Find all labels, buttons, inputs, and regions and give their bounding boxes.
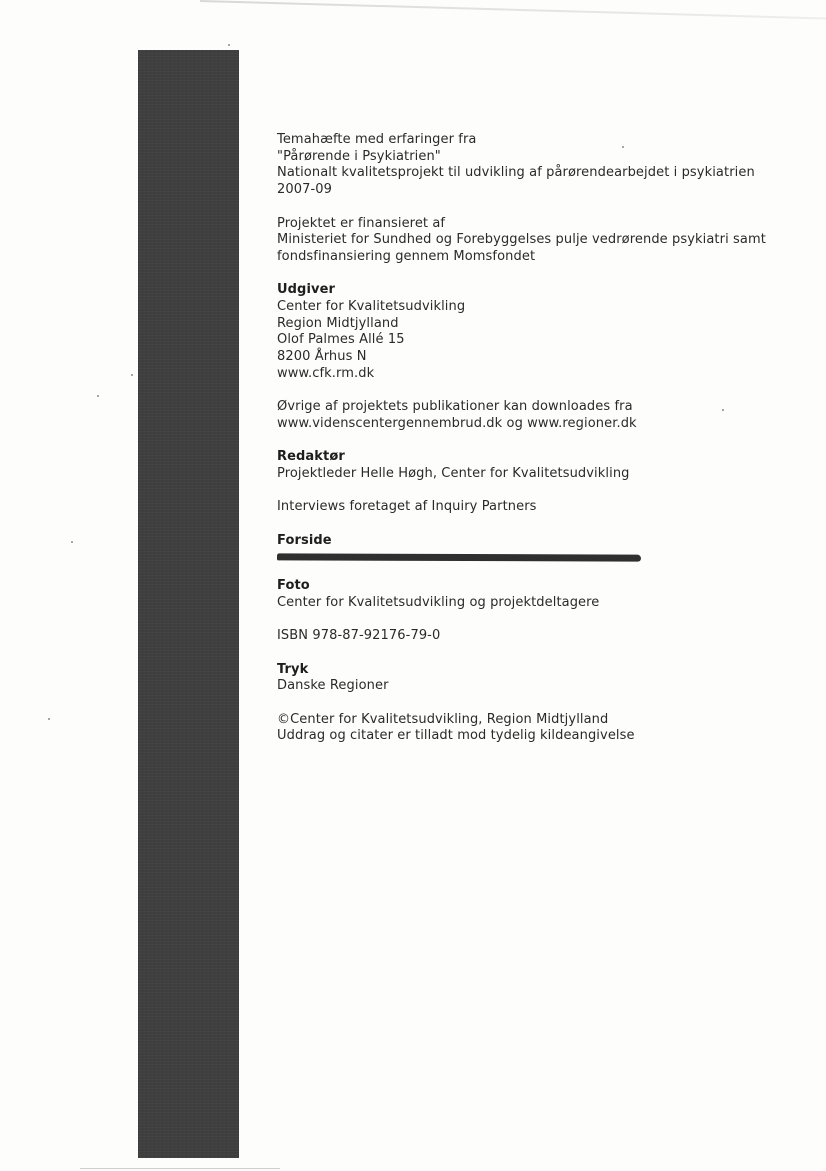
funding-block (277, 216, 797, 266)
scan-speck (131, 374, 133, 376)
interviews-text: Interviews foretaget af Inquiry Partners (277, 499, 537, 515)
left-dark-bar (138, 50, 239, 1158)
scan-speck (228, 44, 230, 46)
redaction-bar (277, 554, 641, 562)
copyright-block (277, 712, 797, 745)
scan-speck (97, 395, 99, 397)
intro-line-4: 2007-09 (277, 182, 333, 198)
cover-heading: Forside (277, 532, 332, 548)
photo-heading: Foto (277, 578, 310, 594)
cover-block (277, 533, 797, 562)
print-heading: Tryk (277, 661, 309, 677)
photo-block (277, 578, 797, 611)
interviews-block (277, 499, 797, 516)
scan-speck (48, 718, 50, 720)
funding-line-3: fondsfinansiering gennem Momsfondet (277, 248, 536, 264)
publisher-region: Region Midtjylland (277, 315, 399, 331)
copyright-line-1: ©Center for Kvalitetsudvikling, Region Midtjylland (277, 711, 609, 727)
print-block (277, 662, 797, 695)
editor-text: Projektleder Helle Høgh, Center for Kvalitetsudvikling (277, 466, 630, 481)
funding-line-2: Ministeriet for Sundhed og Forebyggelses pulje vedrørende psykiatri samt (277, 232, 766, 248)
scan-speck (71, 541, 73, 543)
scan-edge-top (200, 0, 826, 19)
scan-edge-bottom (80, 1168, 280, 1169)
publisher-street: Olof Palmes Allé 15 (277, 332, 405, 348)
publisher-block (277, 282, 797, 382)
isbn-block (277, 628, 797, 645)
colophon (277, 132, 797, 762)
downloads-line-1: Øvrige af projektets publikationer kan downloades fra (277, 399, 633, 415)
intro-line-2: "Pårørende i Psykiatrien" (277, 148, 441, 164)
funding-line-1: Projektet er finansieret af (277, 215, 446, 231)
editor-block (277, 449, 797, 482)
publisher-heading: Udgiver (277, 282, 336, 298)
intro-line-1: Temahæfte med erfaringer fra (277, 132, 477, 147)
editor-heading: Redaktør (277, 449, 345, 465)
isbn-text: ISBN 978-87-92176-79-0 (277, 628, 441, 644)
publisher-name: Center for Kvalitetsudvikling (277, 299, 466, 314)
print-text: Danske Regioner (277, 678, 389, 694)
publisher-city: 8200 Århus N (277, 349, 367, 365)
downloads-block (277, 399, 797, 432)
photo-text: Center for Kvalitetsudvikling og projektdeltagere (277, 594, 600, 610)
copyright-line-2: Uddrag og citater er tilladt mod tydelig kildeangivelse (277, 728, 635, 744)
intro-line-3: Nationalt kvalitetsprojekt til udvikling af pårørendearbejdet i psykiatrien (277, 165, 755, 181)
downloads-line-2: www.videnscentergennembrud.dk og www.regioner.dk (277, 415, 637, 431)
publisher-web: www.cfk.rm.dk (277, 365, 375, 381)
intro-block (277, 132, 797, 199)
